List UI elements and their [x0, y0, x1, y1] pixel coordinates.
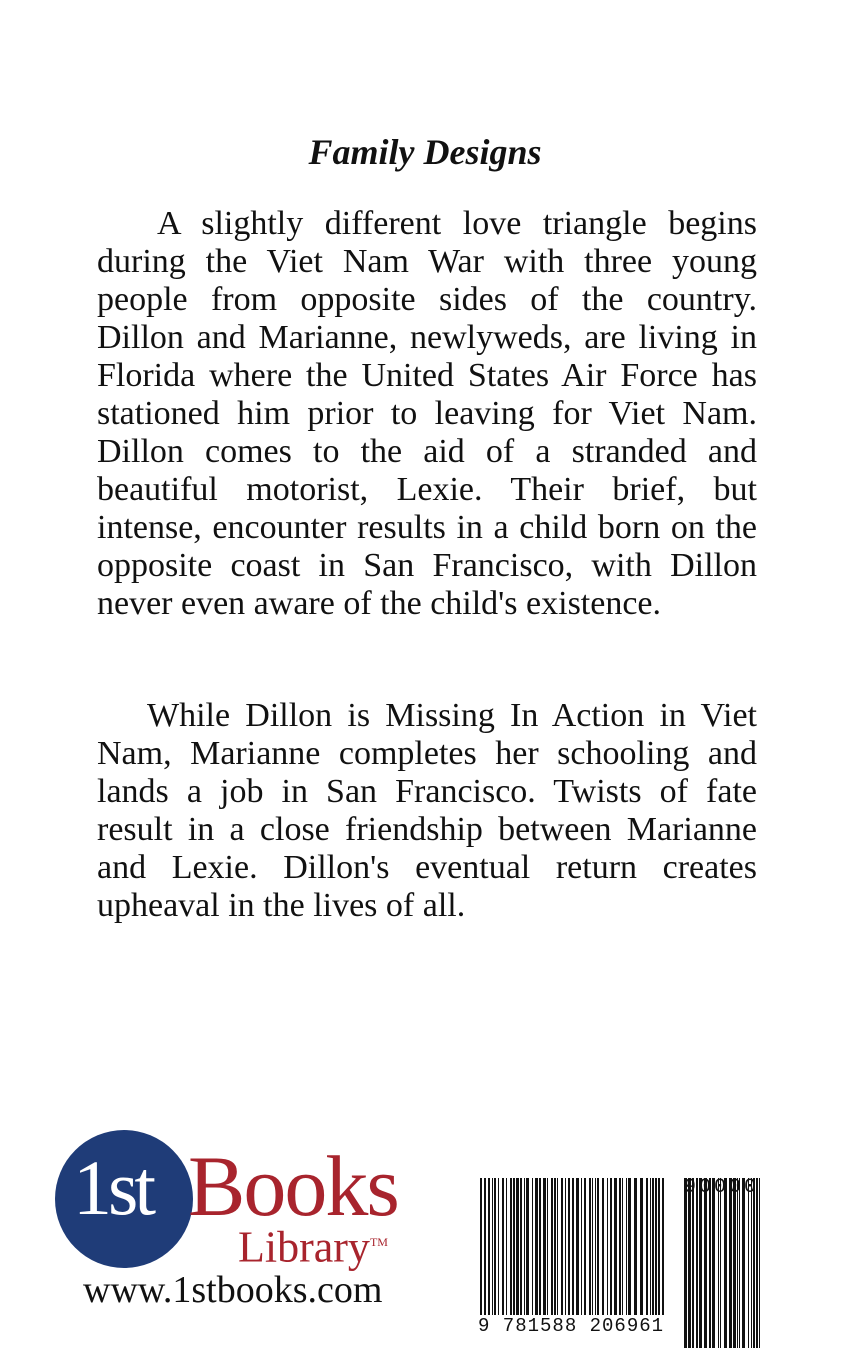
- logo-library-text: [238, 1216, 388, 1274]
- barcode-bar: [709, 1178, 711, 1348]
- barcode-bar: [602, 1178, 604, 1315]
- barcode-bar: [658, 1178, 660, 1328]
- barcode-bar: [539, 1178, 541, 1315]
- barcode-bar: [592, 1178, 593, 1315]
- barcode-bar: [756, 1178, 758, 1348]
- barcode-bar: [498, 1178, 499, 1315]
- barcode-bar: [737, 1178, 738, 1348]
- barcode-bar: [646, 1178, 648, 1315]
- barcode-bar: [724, 1178, 727, 1348]
- blurb-paragraph-2: While Dillon is Missing In Action in Viet Nam, Marianne completes her schooling and lands a job in San Francisco. Twists of fate result in a close friendship between Marianne and Lexie. Dillon's eventual return creates upheaval in the lives of all.: [97, 697, 757, 924]
- barcode-bar: [565, 1178, 566, 1315]
- barcode-bar: [572, 1178, 574, 1328]
- barcode-bar: [759, 1178, 760, 1348]
- barcode-bar: [524, 1178, 525, 1315]
- barcode-bar: [699, 1178, 702, 1348]
- barcode-bar: [619, 1178, 621, 1315]
- barcode-bar: [720, 1178, 721, 1348]
- barcode-bar: [516, 1178, 519, 1315]
- barcode-bar: [568, 1178, 570, 1328]
- barcode-bar: [494, 1178, 496, 1315]
- logo-books-text: Books: [188, 1138, 398, 1234]
- publisher-website: www.1stbooks.com: [83, 1269, 383, 1311]
- barcode-bar: [584, 1178, 586, 1315]
- barcode-bar: [557, 1178, 558, 1315]
- barcode-bar: [502, 1178, 504, 1315]
- barcode-bar: [628, 1178, 631, 1315]
- logo-library-word: Library: [238, 1222, 370, 1272]
- barcode-bar: [662, 1178, 664, 1328]
- barcode-bar: [650, 1178, 651, 1315]
- barcode-bar: [622, 1178, 623, 1315]
- barcode-bar: [597, 1178, 599, 1315]
- barcode-bar: [484, 1178, 486, 1328]
- barcode-bar: [655, 1178, 657, 1315]
- barcode-bar: [488, 1178, 490, 1315]
- barcode-bar: [733, 1178, 736, 1348]
- barcode-bar: [704, 1178, 707, 1348]
- barcode-bar: [684, 1178, 687, 1348]
- barcode-bar: [640, 1178, 643, 1315]
- barcode-bar: [543, 1178, 546, 1315]
- barcode-bar: [610, 1178, 612, 1315]
- barcode-bar: [652, 1178, 654, 1315]
- barcode-bar: [742, 1178, 745, 1348]
- barcode-bar: [607, 1178, 608, 1315]
- barcode-bar: [506, 1178, 507, 1315]
- barcode-bar: [480, 1178, 482, 1328]
- barcode-bar: [634, 1178, 637, 1315]
- barcode-bar: [510, 1178, 512, 1315]
- blurb-paragraph-1: A slightly different love triangle begins during the Viet Nam War with three young people from opposite sides of the country. Dillon and Marianne, newlyweds, are living in Florida where the United States Air Force has stationed him prior to leaving for Viet Nam. Dillon comes to the aid of a stranded and beautiful motorist, Lexie. Their brief, but intense, encounter results in a child born on the opposite coast in San Francisco, with Dillon never even aware of the child's existence.: [97, 205, 757, 622]
- barcode-bar: [692, 1178, 694, 1348]
- barcode-bar: [589, 1178, 591, 1315]
- barcode-bar: [595, 1178, 596, 1315]
- barcode-bar: [520, 1178, 522, 1315]
- barcode-bar: [576, 1178, 579, 1315]
- barcode-bar: [547, 1178, 548, 1315]
- barcode-bar: [551, 1178, 553, 1315]
- barcode-bar: [688, 1178, 691, 1348]
- barcode-bar: [513, 1178, 515, 1315]
- logo-1st-text: 1st: [73, 1144, 153, 1231]
- trademark-mark: TM: [369, 1235, 388, 1249]
- barcode-bar: [535, 1178, 538, 1315]
- book-title: Family Designs: [308, 132, 542, 172]
- barcode-bar: [712, 1178, 715, 1348]
- isbn-barcode: [478, 1178, 765, 1355]
- barcode-bar: [751, 1178, 752, 1348]
- barcode-bar: [581, 1178, 582, 1315]
- barcode-bar: [554, 1178, 556, 1315]
- price-code: 90000: [684, 1176, 760, 1199]
- barcode-bar: [753, 1178, 755, 1348]
- publisher-logo: [55, 1130, 405, 1275]
- barcode-bar: [718, 1178, 719, 1348]
- barcode-bar: [626, 1178, 627, 1315]
- isbn-digits: 9 781588 206961: [478, 1315, 668, 1337]
- barcode-bar: [532, 1178, 533, 1315]
- barcode-bar: [492, 1178, 493, 1315]
- barcode-bar: [748, 1178, 749, 1348]
- barcode-bar: [696, 1178, 698, 1348]
- barcode-bar: [614, 1178, 617, 1315]
- barcode-bar: [526, 1178, 529, 1315]
- barcode-bar: [561, 1178, 563, 1315]
- barcode-bar: [739, 1178, 740, 1348]
- barcode-bar: [729, 1178, 732, 1348]
